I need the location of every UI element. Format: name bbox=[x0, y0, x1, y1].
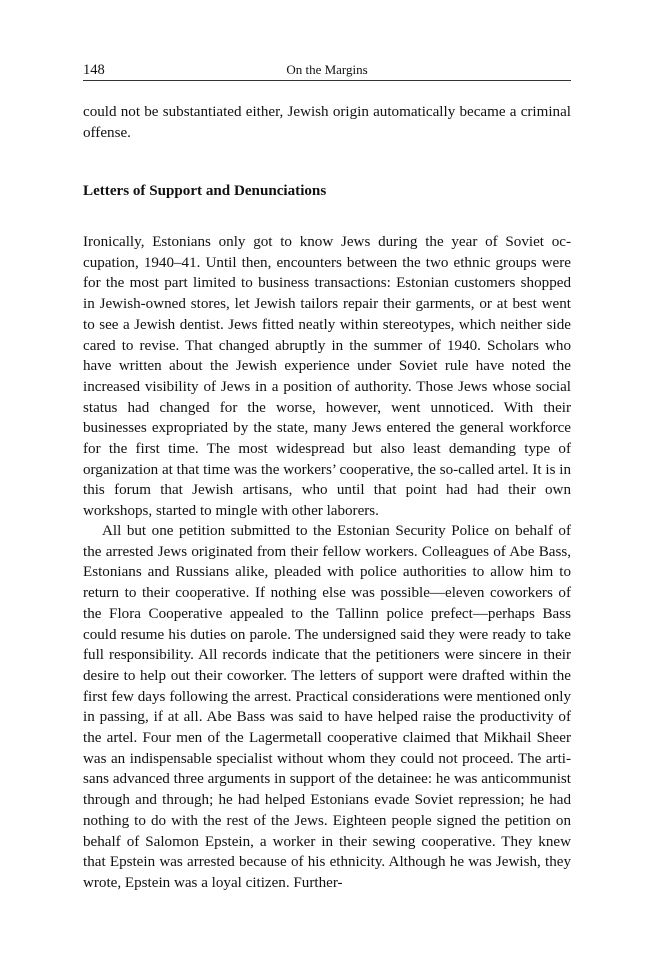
body-paragraph-2: All but one petition submitted to the Estonian Security Police on behalf of the arrested Jews originated from their fellow workers. Colleagues of Abe Bass, Estonians and Russians alike, pleaded with police authorities to allow him to return to their cooperative. If nothing else was possible—eleven coworkers of the Flora Cooperative appealed to the Tallinn police prefect—perhaps Bass could resume his duties on parole. The undersigned said they were ready to take full responsibility. All records indicate that the petitioners were sincere in their desire to help out their coworker. The letters of support were drafted within the first few days following the arrest. Practical considerations were mentioned only in passing, if at all. Abe Bass was said to have helped raise the productivity of the artel. Four men of the Lagermetall cooperative claimed that Mikhail Sheer was an indispensable specialist without whom they could not proceed. The artisans advanced three arguments in support of the detainee: he was anticommunist through and through; he had helped Estonians evade Soviet repression; he had nothing to do with the rest of the Jews. Eighteen people signed the petition on behalf of Salomon Epstein, a worker in their sewing cooperative. They knew that Epstein was arrested because of his ethnicity. Although he was Jewish, they wrote, Epstein was a loyal citizen. Further- bbox=[83, 523, 571, 891]
body-paragraph-1: Ironically, Estonians only got to know Jews during the year of Soviet occupation, 1940–41. Until then, encounters between the two ethnic groups were for the most part limited to business transactions: Estonian customers shopped in Jewish-owned stores, let Jewish tailors repair their garments, or at best went to see a Jewish dentist. Jews fitted neatly within stereotypes, which neither side cared to revise. That changed abruptly in the summer of 1940. Scholars who have written about the Jewish experience under Soviet rule have noted the increased visibility of Jews in a position of authority. Those Jews whose social status had changed for the worse, however, went unnoticed. With their businesses expropriated by the state, many Jews entered the general workforce for the first time. The most widespread but also least demanding type of organization at that time was the workers’ cooperative, the so-called artel. It is in this forum that Jewish artisans, who until that point had had their own workshops, started to mingle with other laborers. bbox=[83, 234, 571, 520]
continuation-paragraph: could not be substantiated either, Jewish origin automatically became a criminal offense. bbox=[83, 104, 571, 141]
section-heading: Letters of Support and Denunciations bbox=[83, 183, 327, 199]
running-title: On the Margins bbox=[286, 62, 368, 77]
running-head bbox=[83, 58, 571, 81]
page-number: 148 bbox=[83, 62, 105, 78]
